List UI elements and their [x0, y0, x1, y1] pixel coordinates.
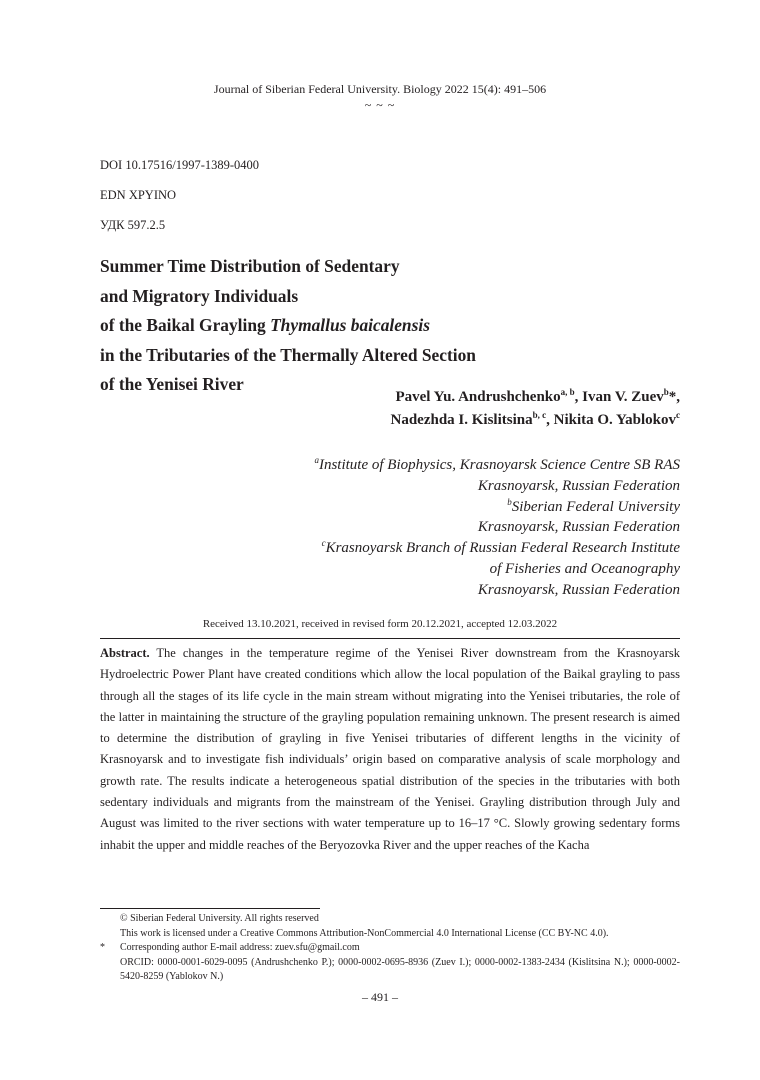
abstract-divider: [100, 638, 680, 639]
affiliation-b: [314, 497, 680, 518]
title-line-5: of the Yenisei River: [100, 374, 244, 394]
author-separator: ,: [676, 389, 680, 405]
abstract-label: Abstract.: [100, 646, 150, 660]
affil-mark: a: [314, 455, 319, 465]
affil-mark: c: [321, 538, 326, 549]
author-affil-mark: c: [676, 410, 680, 420]
affiliation-c: [314, 538, 680, 559]
affil-text: Siberian Federal University: [511, 498, 680, 515]
footnote-mark: *: [100, 942, 105, 954]
footnote-orcid: [100, 956, 680, 985]
doi: DOI 10.17516/1997-1389-0400: [100, 158, 260, 172]
license-text: This work is licensed under a Creative Commons Attribution-NonCommercial 4.0 International License (CC BY-NC 4.0).: [120, 927, 609, 939]
author-name: Pavel Yu. Andrushchenko: [395, 389, 561, 405]
title-line-3: [100, 311, 660, 341]
authors-line-2: [390, 409, 680, 432]
author-affil-mark: a, b: [560, 387, 575, 397]
abstract: [100, 643, 680, 856]
affil-mark: b: [507, 496, 512, 507]
journal-header: Journal of Siberian Federal University. Biology 2022 15(4): 491–506: [213, 82, 547, 96]
footnotes: [100, 912, 680, 985]
page-number: – 491 –: [362, 990, 398, 1004]
affil-text: Institute of Biophysics, Krasnoyarsk Science Centre SB RAS: [318, 457, 680, 473]
species-name: Thymallus baicalensis: [270, 315, 430, 335]
author-name: Nadezhda I. Kislitsina: [390, 412, 533, 428]
author-separator: ,: [574, 389, 583, 405]
footnote-copyright: [100, 912, 680, 927]
author-affil-mark: b: [663, 387, 669, 397]
edn: EDN XPYINO: [100, 188, 177, 202]
received-dates: Received 13.10.2021, received in revised form 20.12.2021, accepted 12.03.2022: [202, 618, 558, 630]
affil-text: Krasnoyarsk, Russian Federation: [477, 519, 680, 536]
title-line-4: in the Tributaries of the Thermally Altered Section: [100, 344, 476, 365]
authors-line-1: [390, 386, 680, 409]
title-line-3-text: of the Baikal Grayling: [100, 315, 271, 335]
author-name: Ivan V. Zuev: [582, 389, 664, 405]
title-line-1: Summer Time Distribution of Sedentary: [100, 256, 400, 276]
header-ornament: ~ ~ ~: [364, 98, 396, 112]
author-affil-mark: b, c: [532, 410, 547, 420]
orcid-text: ORCID: 0000-0001-6029-0095 (Andrushchenko P.); 0000-0002-0695-8936 (Zuev I.); 0000-0002-1383-2434 (Kislitsina N.); 0000-0002-5420-8259 (Yablokov N.): [120, 956, 680, 983]
footnote-corresponding: [100, 941, 680, 956]
author-name: Nikita O. Yablokov: [553, 412, 676, 428]
article-title: [100, 252, 660, 400]
author-separator: ,: [546, 412, 554, 428]
footnote-license: [100, 927, 680, 942]
affil-text: of Fisheries and Oceanography: [489, 560, 680, 577]
corresponding-mark: *: [668, 389, 677, 405]
affiliation-a: [314, 455, 680, 476]
footnote-divider: [100, 908, 320, 909]
author-list: [390, 386, 680, 432]
copyright-text: © Siberian Federal University. All rights reserved: [120, 913, 319, 924]
affil-text: Krasnoyarsk, Russian Federation: [477, 477, 680, 494]
affil-text: Krasnoyarsk, Russian Federation: [477, 581, 680, 598]
title-line-2: and Migratory Individuals: [100, 285, 299, 306]
affiliations: [314, 455, 680, 601]
corresponding-email: Corresponding author E-mail address: zuev.sfu@gmail.com: [120, 942, 360, 954]
affil-text: Krasnoyarsk Branch of Russian Federal Research Institute: [325, 540, 680, 557]
abstract-text: The changes in the temperature regime of the Yenisei River downstream from the Krasnoyarsk Hydroelectric Power Plant have created conditions which allow the local population of the Baikal grayling to pass through all the stages of its life cycle in the main stream without migrating into the Yenisei tributaries, the role of the latter in maintaining the structure of the grayling population remaining unknown. The present research is aimed to determine the distribution of grayling in five Yenisei tributaries of different lengths in the vicinity of Krasnoyarsk and to investigate fish individuals’ origin based on comparative analysis of scale morphology and growth rate. The results indicate a heterogeneous spatial distribution of the species in the tributaries with both sedentary individuals and migrants from the mainstream of the Yenisei. Grayling distribution through July and August was limited to the river sections with water temperature up to 16–17 °C. Slowly growing sedentary forms inhabit the upper and middle reaches of the Beryozovka River and the upper reaches of the Kacha: [100, 646, 681, 852]
udk: УДК 597.2.5: [100, 218, 166, 232]
